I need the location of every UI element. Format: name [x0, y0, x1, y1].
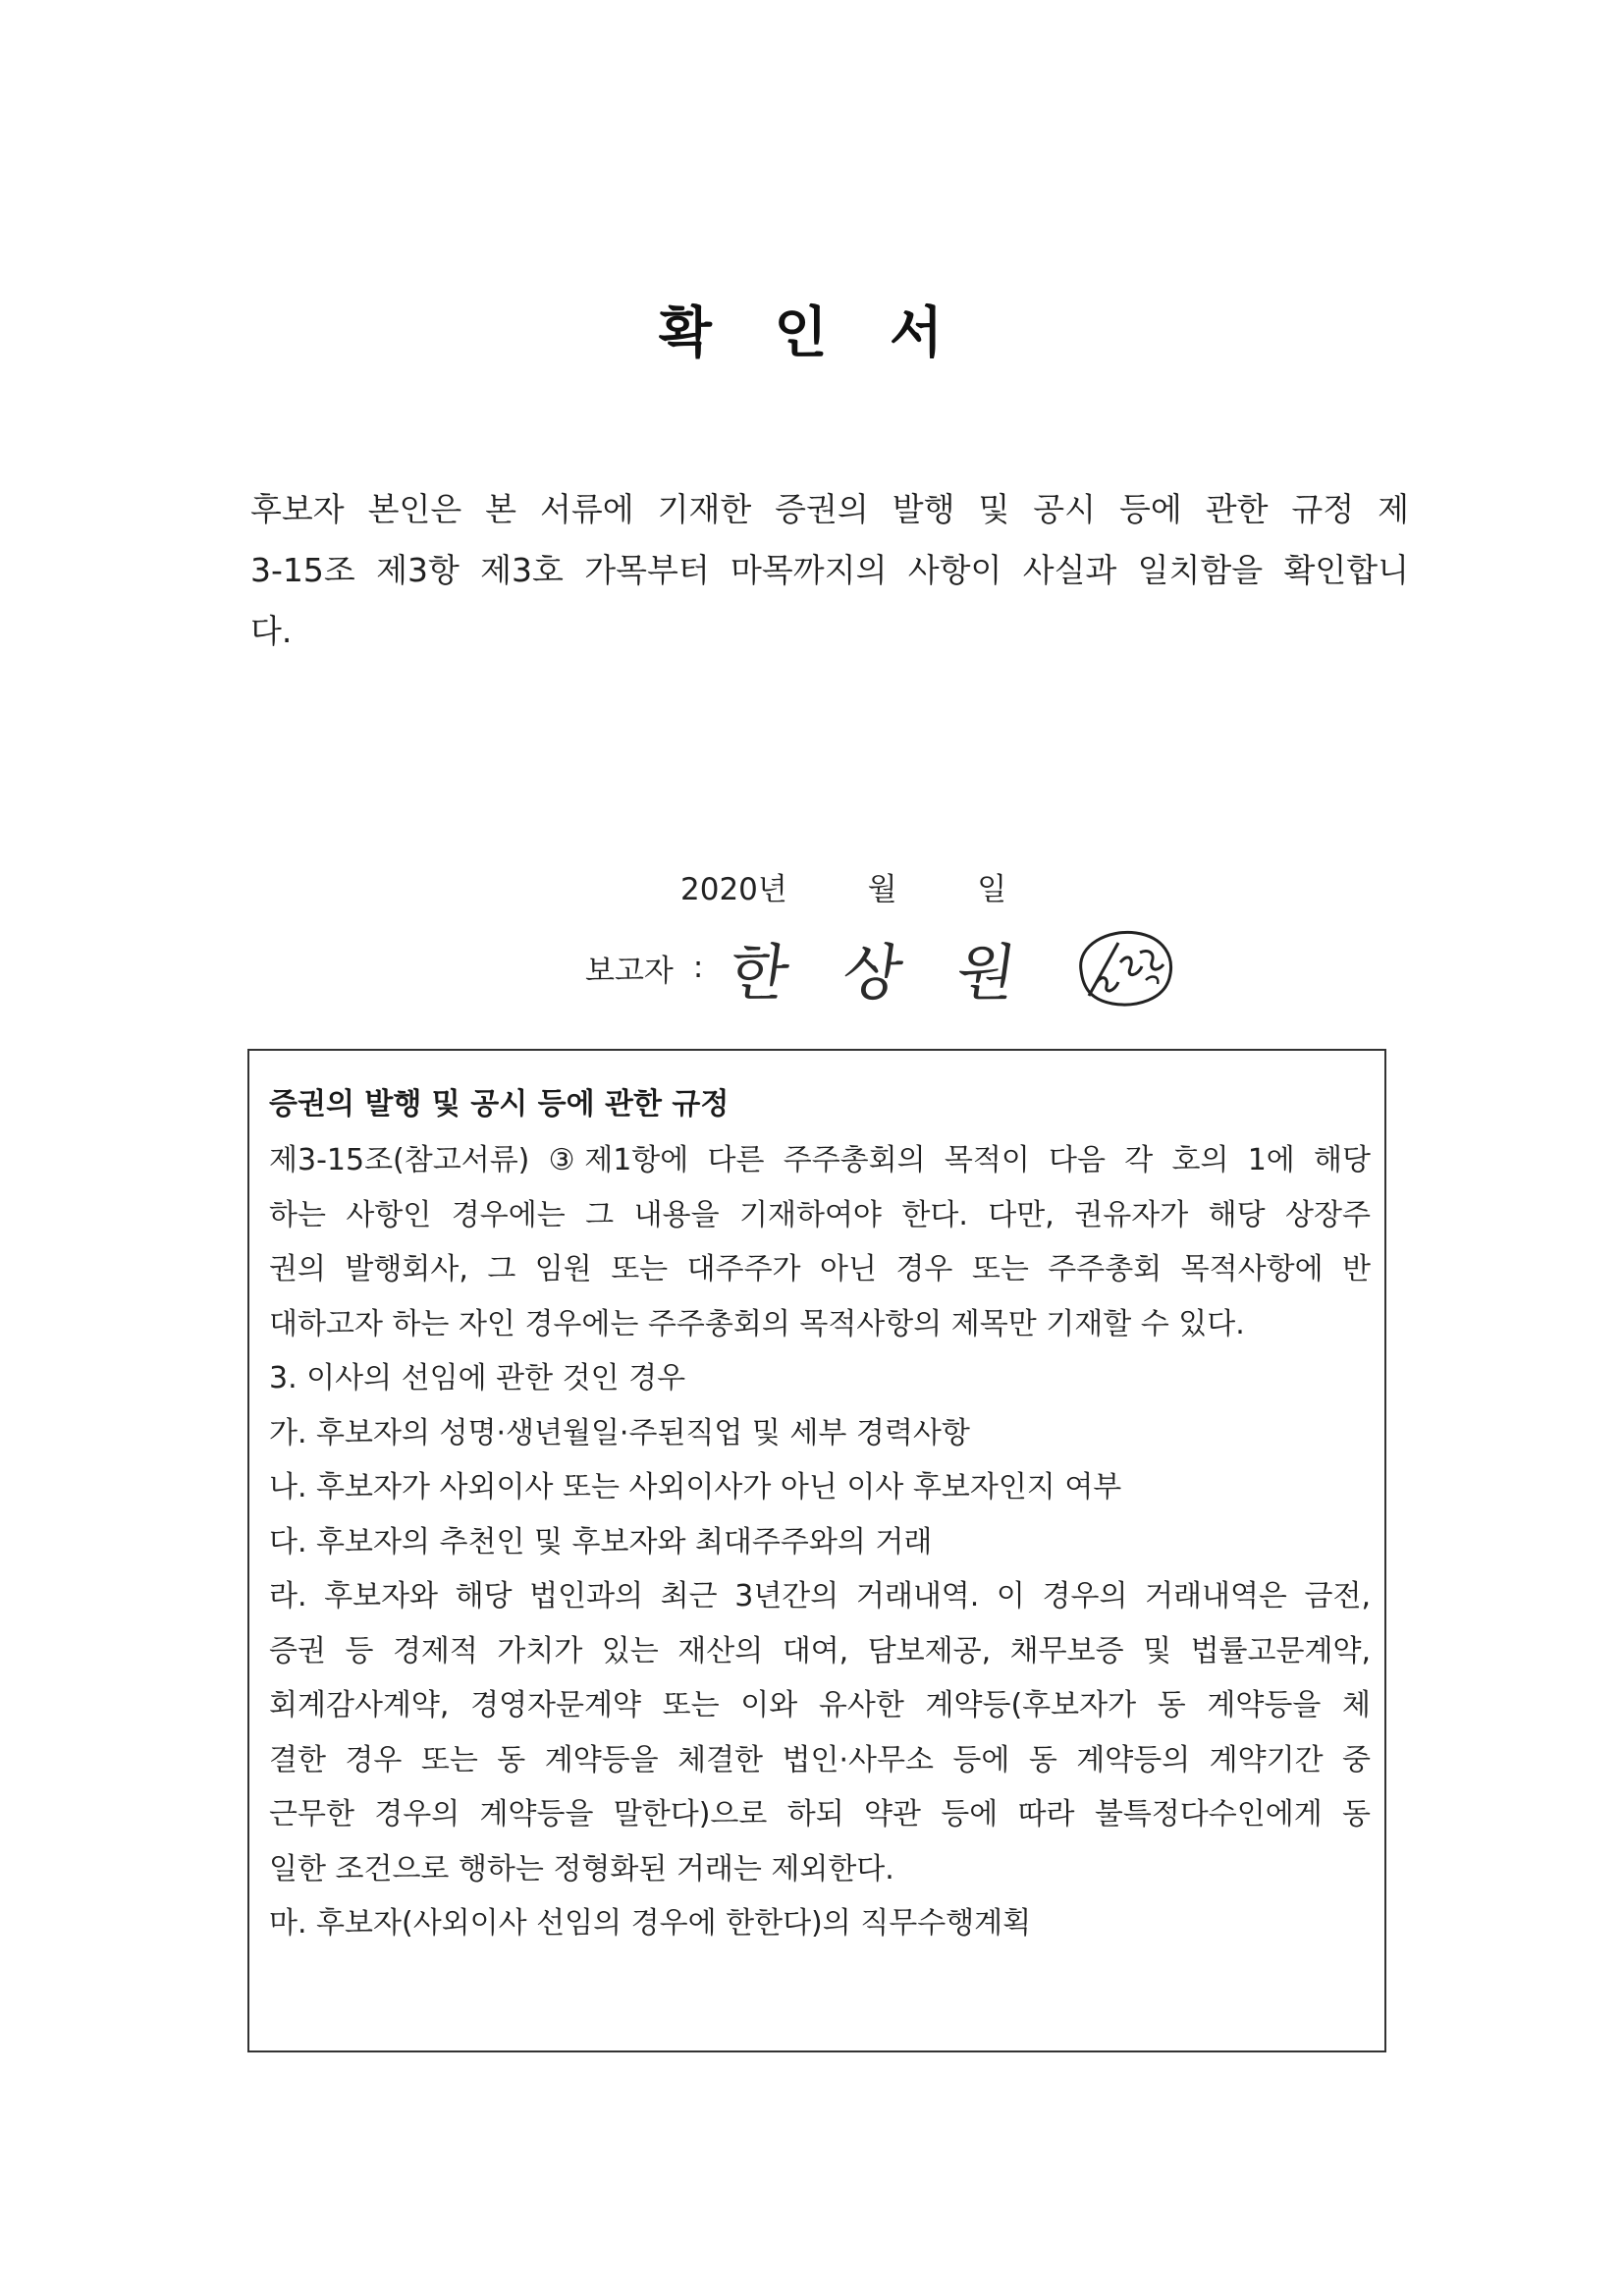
regulation-excerpt-box [247, 1049, 1386, 2052]
regulation-line: 하는 사항인 경우에는 그 내용을 기재하여야 한다. 다만, 권유자가 해당 상장주 [269, 1197, 1371, 1232]
signature-seal-icon [1063, 923, 1181, 1011]
regulation-line: 권의 발행회사, 그 임원 또는 대주주가 아닌 경우 또는 주주총회 목적사항에 반 [269, 1252, 1371, 1286]
regulation-line: 일한 조건으로 행하는 정형화된 거래는 제외한다. [269, 1851, 894, 1886]
intro-line: 다. [250, 612, 293, 650]
reporter-label: 보고자 [585, 953, 674, 989]
date-month: 월 [867, 872, 897, 907]
regulation-line: 결한 경우 또는 동 계약등을 체결한 법인·사무소 등에 동 계약등의 계약기간 중 [269, 1742, 1371, 1777]
regulation-line: 나. 후보자가 사외이사 또는 사외이사가 아닌 이사 후보자인지 여부 [269, 1470, 1122, 1504]
document-title: 확 인 서 [658, 301, 965, 365]
intro-line: 3-15조 제3항 제3호 가목부터 마목까지의 사항이 사실과 일치함을 확인합니 [250, 551, 1409, 589]
regulation-line: 제3-15조(참고서류) ③제1항에 다른 주주총회의 목적이 다음 각 호의 1에 해당 [269, 1143, 1371, 1177]
regulation-line: 대하고자 하는 자인 경우에는 주주총회의 목적사항의 제목만 기재할 수 있다. [269, 1306, 1245, 1341]
regulation-heading: 증권의 발행 및 공시 등에 관한 규정 [269, 1087, 730, 1121]
regulation-line: 회계감사계약, 경영자문계약 또는 이와 유사한 계약등(후보자가 동 계약등을 체 [269, 1688, 1371, 1722]
confirmation-statement [250, 479, 1409, 662]
regulation-line: 증권 등 경제적 가치가 있는 재산의 대여, 담보제공, 채무보증 및 법률고문계약, [269, 1633, 1371, 1668]
regulation-line: 근무한 경우의 계약등을 말한다)으로 하되 약관 등에 따라 불특정다수인에게 동 [269, 1797, 1371, 1831]
reporter-colon: : [692, 950, 704, 985]
regulation-line: 3. 이사의 선임에 관한 것인 경우 [269, 1361, 686, 1395]
intro-line: 후보자 본인은 본 서류에 기재한 증권의 발행 및 공시 등에 관한 규정 제 [250, 490, 1409, 528]
date-line [680, 864, 1006, 908]
date-day: 일 [977, 872, 1007, 907]
handwritten-signature-name: 한 상 원 [725, 936, 1039, 1009]
reporter-line [585, 923, 1181, 1011]
regulation-line: 가. 후보자의 성명·생년월일·주된직업 및 세부 경력사항 [269, 1415, 970, 1450]
regulation-line: 마. 후보자(사외이사 선임의 경우에 한한다)의 직무수행계획 [269, 1906, 1032, 1941]
regulation-line: 다. 후보자의 추천인 및 후보자와 최대주주와의 거래 [269, 1524, 933, 1559]
date-year: 2020년 [680, 872, 787, 907]
regulation-line: 라. 후보자와 해당 법인과의 최근 3년간의 거래내역. 이 경우의 거래내역은 금전, [269, 1579, 1371, 1613]
